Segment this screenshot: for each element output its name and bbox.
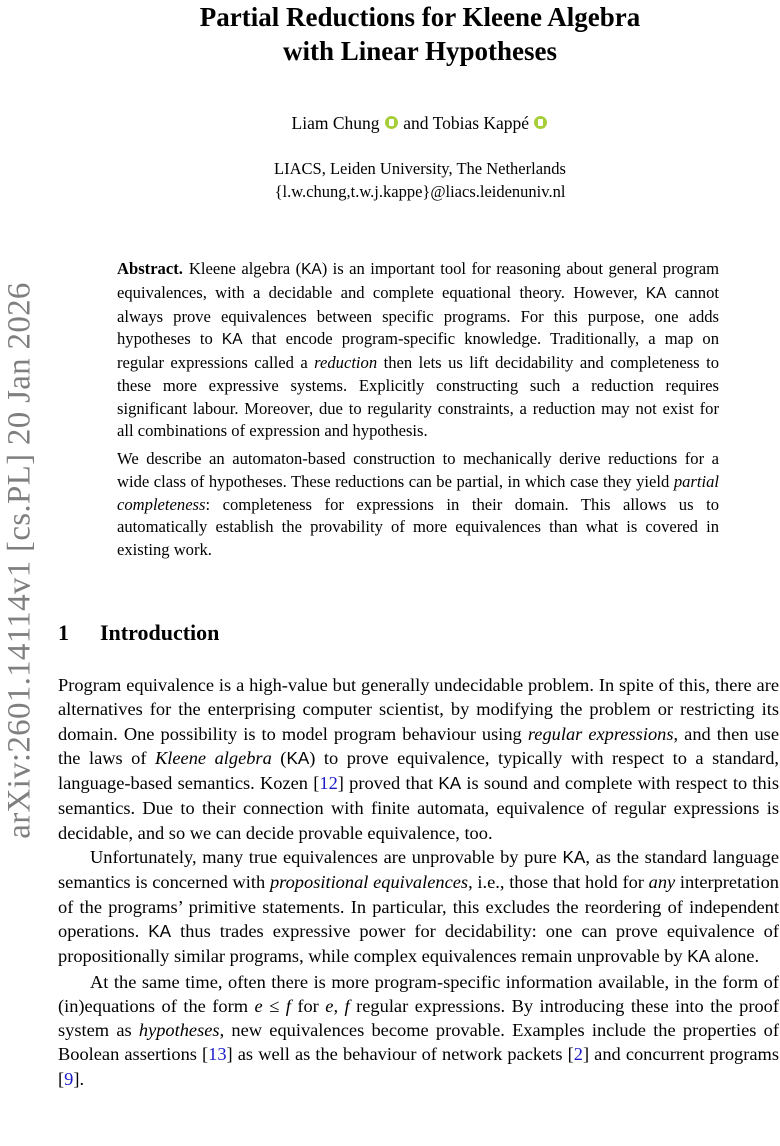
citation-link[interactable]: 9: [64, 1068, 74, 1089]
text-run: ] and concurrent programs [: [58, 1044, 780, 1089]
text-run: ] proved that: [337, 773, 439, 794]
emphasis: any: [648, 872, 676, 893]
text-run: , as the standard language semantics is concerned with: [58, 847, 779, 893]
title-line-2: with Linear Hypotheses: [282, 36, 558, 66]
body-paragraph: [58, 845, 779, 969]
ka-acronym: KA: [562, 848, 586, 868]
body-paragraph: [58, 970, 779, 1091]
emphasis: propositional equivalences: [269, 872, 469, 893]
text-run: ) to prove equivalence, typically with respect to a standard, language-based semantics. Kozen [: [58, 747, 779, 794]
text-run: cannot always prove equivalences between specific programs. For this purpose, one adds hypotheses to: [117, 282, 719, 349]
text-run: , new equivalences become provable. Examples include the properties of Boolean assertions [: [58, 1020, 779, 1065]
ka-acronym: KA: [301, 261, 322, 278]
section-title: Introduction: [100, 620, 220, 645]
emphasis: partial completeness: [117, 471, 719, 514]
ka-acronym: KA: [221, 331, 243, 349]
text-run: ) is an important tool for reasoning about general program equivalences, with a decidable and complete equational theory. However,: [117, 259, 719, 302]
text-run: , i.e., those that hold for: [468, 872, 649, 893]
author-name: Tobias Kappé: [432, 113, 530, 133]
ka-acronym: KA: [438, 774, 462, 794]
abstract-paragraph: [117, 258, 719, 443]
author-joiner: and: [403, 113, 429, 133]
orcid-icon[interactable]: [534, 116, 547, 129]
ka-acronym: KA: [148, 921, 172, 941]
title-line-1: Partial Reductions for Kleene Algebra: [199, 2, 641, 32]
emphasis: Kleene algebra: [155, 747, 272, 768]
text-run: ].: [73, 1068, 85, 1089]
text-run: (: [271, 747, 287, 768]
text-run: thus trades expressive power for decidability: one can prove equivalence of propositionally similar programs, while complex equivalences remain unprovable by: [58, 920, 779, 967]
affiliation-emails: {l.w.chung,t.w.j.kappe}@liacs.leidenuniv.nl: [274, 182, 566, 201]
abstract: [117, 258, 719, 562]
text-run: Program equivalence is a high-value but generally undecidable problem. In spite of this, there are alternatives for the enterprising computer scientist, by modifying the problem or restricting its domain. One possibility is to model program behaviour using: [58, 675, 779, 744]
emphasis: reduction: [314, 353, 378, 372]
author-list: [80, 113, 760, 134]
affiliation-block: [80, 157, 760, 203]
citation-link[interactable]: 13: [208, 1044, 227, 1065]
ka-acronym: KA: [286, 748, 310, 768]
text-run: Unfortunately, many true equivalences are unprovable by pure: [90, 847, 563, 868]
section-number: 1: [58, 620, 69, 645]
text-run: regular expressions. By introducing these into the proof system as: [58, 995, 779, 1041]
arxiv-sidebar: [0, 200, 40, 920]
text-run: At the same time, often there is more program-specific information available, in the form of (in)equations of the form: [58, 971, 779, 1016]
math-expression: e ≤ f: [254, 995, 291, 1016]
emphasis: regular expressions: [527, 723, 674, 744]
paper-title: [80, 0, 760, 68]
text-run: for: [290, 995, 326, 1016]
body-paragraph: [58, 673, 779, 845]
text-run: We describe an automaton-based construction to mechanically derive reductions for a wide class of hypotheses. These reductions can be partial, in which case they yield: [117, 449, 719, 491]
body-text: [58, 673, 779, 1091]
text-run: that encode program-specific knowledge. Traditionally, a map on regular expressions called a: [117, 329, 719, 372]
math-expression: e, f: [325, 995, 350, 1016]
author-name: Liam Chung: [291, 113, 380, 133]
text-run: then lets us lift decidability and completeness to these more expressive systems. Explicitly constructing such a reduction requires significant labour. Moreover, due to regularity constraints, a reduction may not exist for all combinations of expression and hypothesis.: [117, 353, 719, 441]
text-run: ] as well as the behaviour of network packets [: [226, 1044, 574, 1065]
section-heading: [58, 620, 219, 646]
ka-acronym: KA: [645, 284, 667, 302]
text-run: , and then use the laws of: [58, 723, 780, 768]
abstract-paragraph: [117, 448, 719, 562]
emphasis: hypotheses: [138, 1020, 220, 1041]
text-run: is sound and complete with respect to this semantics. Due to their connection with finite automata, equivalence of regular expressions is decidable, and so we can decide provable equivalence, too.: [58, 773, 780, 843]
text-run: Kleene algebra (: [188, 259, 302, 278]
arxiv-identifier: arXiv:2601.14114v1 [cs.PL] 20 Jan 2026: [1, 281, 38, 839]
affiliation-institution: LIACS, Leiden University, The Netherlands: [274, 159, 566, 178]
ka-acronym: KA: [687, 947, 711, 967]
text-run: : completeness for expressions in their domain. This allows us to automatically establish the provability of more equivalences than what is covered in existing work.: [117, 494, 719, 559]
citation-link[interactable]: 12: [319, 773, 338, 794]
citation-link[interactable]: 2: [573, 1044, 583, 1065]
text-run: alone.: [710, 946, 760, 967]
orcid-icon[interactable]: [385, 116, 398, 129]
text-run: interpretation of the programs’ primitive statements. In particular, this excludes the reordering of independent operations.: [58, 872, 779, 941]
abstract-label: Abstract.: [117, 259, 183, 278]
